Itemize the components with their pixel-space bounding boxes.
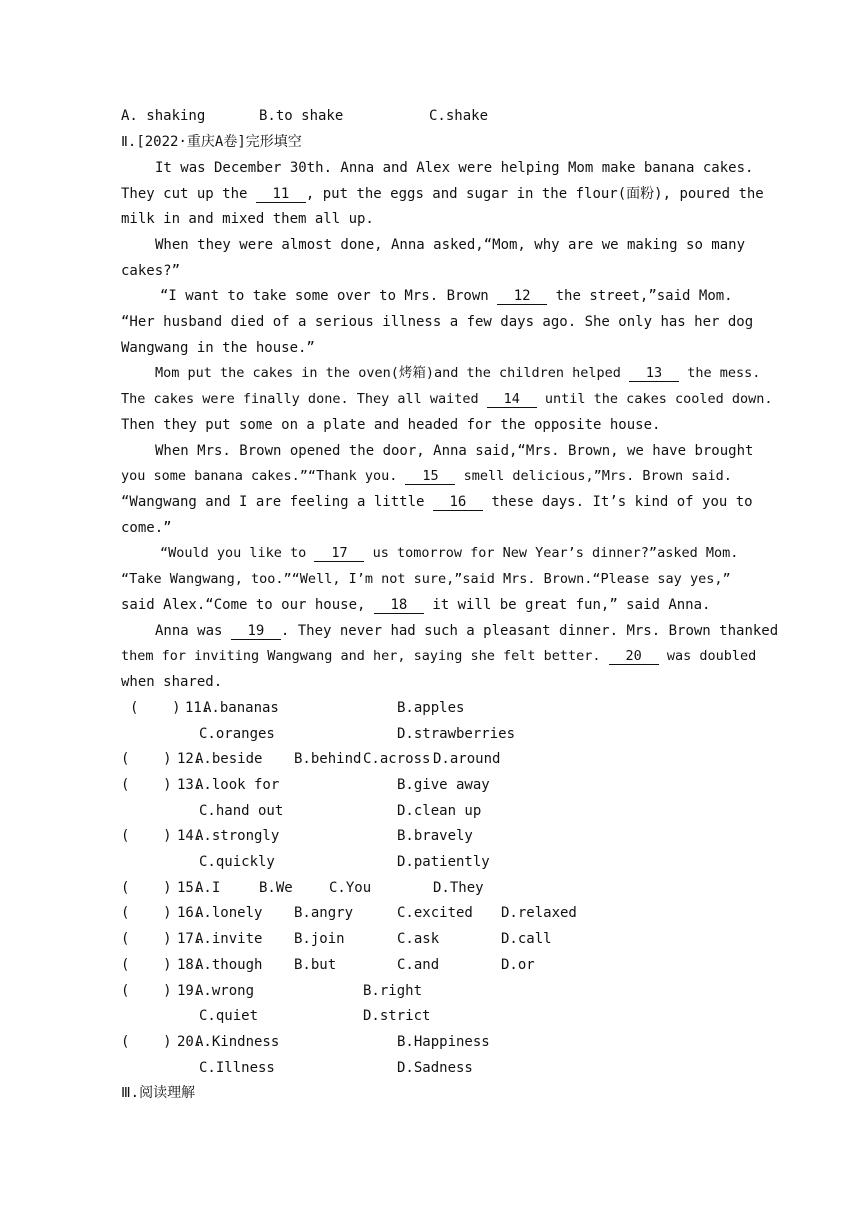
passage-line: when shared. — [121, 674, 223, 690]
passage-text: “Wangwang and I are feeling a little — [121, 494, 425, 510]
option-11-a: A.bananas — [203, 700, 279, 716]
passage-text: it will be great fun,” said Anna. — [432, 597, 711, 613]
option-12-a: A.beside — [195, 751, 263, 767]
blank-15: 15 — [405, 468, 455, 485]
option-14-c: C.quickly — [199, 854, 275, 870]
answer-bracket-16[interactable]: ( ) — [121, 905, 172, 921]
passage-line — [155, 364, 760, 382]
option-19-b: B.right — [363, 983, 423, 999]
passage-text: Anna was — [155, 623, 223, 639]
option-20-d: D.Sadness — [397, 1060, 473, 1076]
option-15-b: B.We — [259, 880, 293, 896]
option-15-a: A.I — [195, 880, 221, 896]
option-14-b: B.bravely — [397, 828, 473, 844]
answer-bracket-20[interactable]: ( ) — [121, 1034, 172, 1050]
question-number: 14. — [177, 828, 203, 844]
option-12-d: D.around — [433, 751, 501, 767]
passage-line: When they were almost done, Anna asked,“Mom, why are we making so many — [155, 237, 746, 253]
passage-text: the mess. — [687, 365, 761, 381]
blank-12: 12 — [497, 288, 547, 305]
passage-text: They cut up the — [121, 186, 248, 202]
option-19-c: C.quiet — [199, 1008, 259, 1024]
passage-line: It was December 30th. Anna and Alex were helping Mom make banana cakes. — [155, 160, 754, 176]
passage-text: us tomorrow for New Year’s dinner?”asked Mom. — [372, 545, 739, 561]
option-12-b: B.behind — [294, 751, 362, 767]
question-number: 15. — [177, 880, 203, 896]
passage-line — [121, 467, 732, 485]
passage-line — [160, 287, 733, 305]
option-16-d: D.relaxed — [501, 905, 577, 921]
answer-bracket-19[interactable]: ( ) — [121, 983, 172, 999]
option-17-d: D.call — [501, 931, 552, 947]
passage-line: “Her husband died of a serious illness a few days ago. She only has her dog — [121, 314, 754, 330]
passage-text: you some banana cakes.”“Thank you. — [121, 468, 398, 484]
option-15-d: D.They — [433, 880, 484, 896]
passage-text: “I want to take some over to Mrs. Brown — [160, 288, 489, 304]
passage-text: Mom put the cakes in the oven(烤箱)and the children helped — [155, 365, 621, 381]
option-16-c: C.excited — [397, 905, 473, 921]
option-11-b: B.apples — [397, 700, 465, 716]
option-18-a: A.though — [195, 957, 263, 973]
passage-line: Then they put some on a plate and headed for the opposite house. — [121, 417, 661, 433]
section-2-heading: Ⅱ.[2022·重庆A卷]完形填空 — [121, 134, 302, 150]
option-20-c: C.Illness — [199, 1060, 275, 1076]
answer-bracket-12[interactable]: ( ) — [121, 751, 172, 767]
option-20-b: B.Happiness — [397, 1034, 490, 1050]
option-13-a: A.look for — [195, 777, 280, 793]
option-16-b: B.angry — [294, 905, 354, 921]
question-number: 12. — [177, 751, 203, 767]
option-13-c: C.hand out — [199, 803, 284, 819]
option-14-a: A.strongly — [195, 828, 280, 844]
passage-line — [155, 622, 778, 640]
blank-17: 17 — [314, 545, 364, 562]
passage-text: was doubled — [666, 648, 757, 664]
section-3-heading: Ⅲ.阅读理解 — [121, 1085, 196, 1101]
option-20-a: A.Kindness — [195, 1034, 280, 1050]
question-number: 20. — [177, 1034, 203, 1050]
passage-text: until the cakes cooled down. — [544, 391, 773, 407]
option-11-d: D.strawberries — [397, 726, 516, 742]
option-13-b: B.give away — [397, 777, 490, 793]
passage-text: The cakes were finally done. They all waited — [121, 391, 479, 407]
option-17-b: B.join — [294, 931, 345, 947]
passage-text: smell delicious,”Mrs. Brown said. — [463, 468, 732, 484]
option-18-b: B.but — [294, 957, 337, 973]
passage-line: milk in and mixed them all up. — [121, 211, 374, 227]
option-11-c: C.oranges — [199, 726, 275, 742]
blank-16: 16 — [433, 494, 483, 511]
option-12-c: C.across — [363, 751, 431, 767]
question-number: 16. — [177, 905, 203, 921]
blank-11: 11 — [256, 186, 306, 203]
blank-13: 13 — [629, 365, 679, 382]
answer-bracket-13[interactable]: ( ) — [121, 777, 172, 793]
passage-line: come.” — [121, 520, 172, 536]
passage-text: “Would you like to — [160, 545, 307, 561]
passage-text: the street,”said Mom. — [555, 288, 733, 304]
question-number: 13. — [177, 777, 203, 793]
prev-option-c: C.shake — [429, 108, 489, 124]
passage-line: cakes?” — [121, 263, 181, 279]
blank-19: 19 — [231, 623, 281, 640]
passage-line — [160, 544, 738, 562]
option-16-a: A.lonely — [195, 905, 263, 921]
answer-bracket-18[interactable]: ( ) — [121, 957, 172, 973]
option-19-a: A.wrong — [195, 983, 255, 999]
option-14-d: D.patiently — [397, 854, 490, 870]
option-17-a: A.invite — [195, 931, 263, 947]
option-13-d: D.clean up — [397, 803, 482, 819]
answer-bracket-14[interactable]: ( ) — [121, 828, 172, 844]
question-number: 19. — [177, 983, 203, 999]
blank-14: 14 — [487, 391, 537, 408]
question-number: 18. — [177, 957, 203, 973]
passage-line: Wangwang in the house.” — [121, 340, 315, 356]
passage-line — [121, 185, 764, 203]
passage-text: said Alex.“Come to our house, — [121, 597, 366, 613]
passage-line — [121, 647, 756, 665]
option-18-c: C.and — [397, 957, 440, 973]
passage-line: When Mrs. Brown opened the door, Anna said,“Mrs. Brown, we have brought — [155, 443, 754, 459]
blank-20: 20 — [609, 648, 659, 665]
option-15-c: C.You — [329, 880, 372, 896]
passage-text: . They never had such a pleasant dinner. Mrs. Brown thanked — [280, 623, 779, 639]
passage-line — [121, 390, 772, 408]
passage-line — [121, 596, 710, 614]
passage-line: “Take Wangwang, too.”“Well, I’m not sure,”said Mrs. Brown.“Please say yes,” — [121, 571, 731, 587]
option-19-d: D.strict — [363, 1008, 431, 1024]
answer-bracket-17[interactable]: ( ) — [121, 931, 172, 947]
passage-text: , put the eggs and sugar in the flour(面粉), poured the — [305, 186, 764, 202]
passage-text: them for inviting Wangwang and her, saying she felt better. — [121, 648, 601, 664]
passage-line — [121, 493, 753, 511]
option-18-d: D.or — [501, 957, 535, 973]
passage-text: these days. It’s kind of you to — [491, 494, 753, 510]
question-number: 11. — [185, 700, 211, 716]
answer-bracket-11[interactable]: ( ) — [130, 700, 181, 716]
option-17-c: C.ask — [397, 931, 440, 947]
prev-option-b: B.to shake — [259, 108, 344, 124]
answer-bracket-15[interactable]: ( ) — [121, 880, 172, 896]
prev-option-a: A. shaking — [121, 108, 206, 124]
question-number: 17. — [177, 931, 203, 947]
blank-18: 18 — [374, 597, 424, 614]
